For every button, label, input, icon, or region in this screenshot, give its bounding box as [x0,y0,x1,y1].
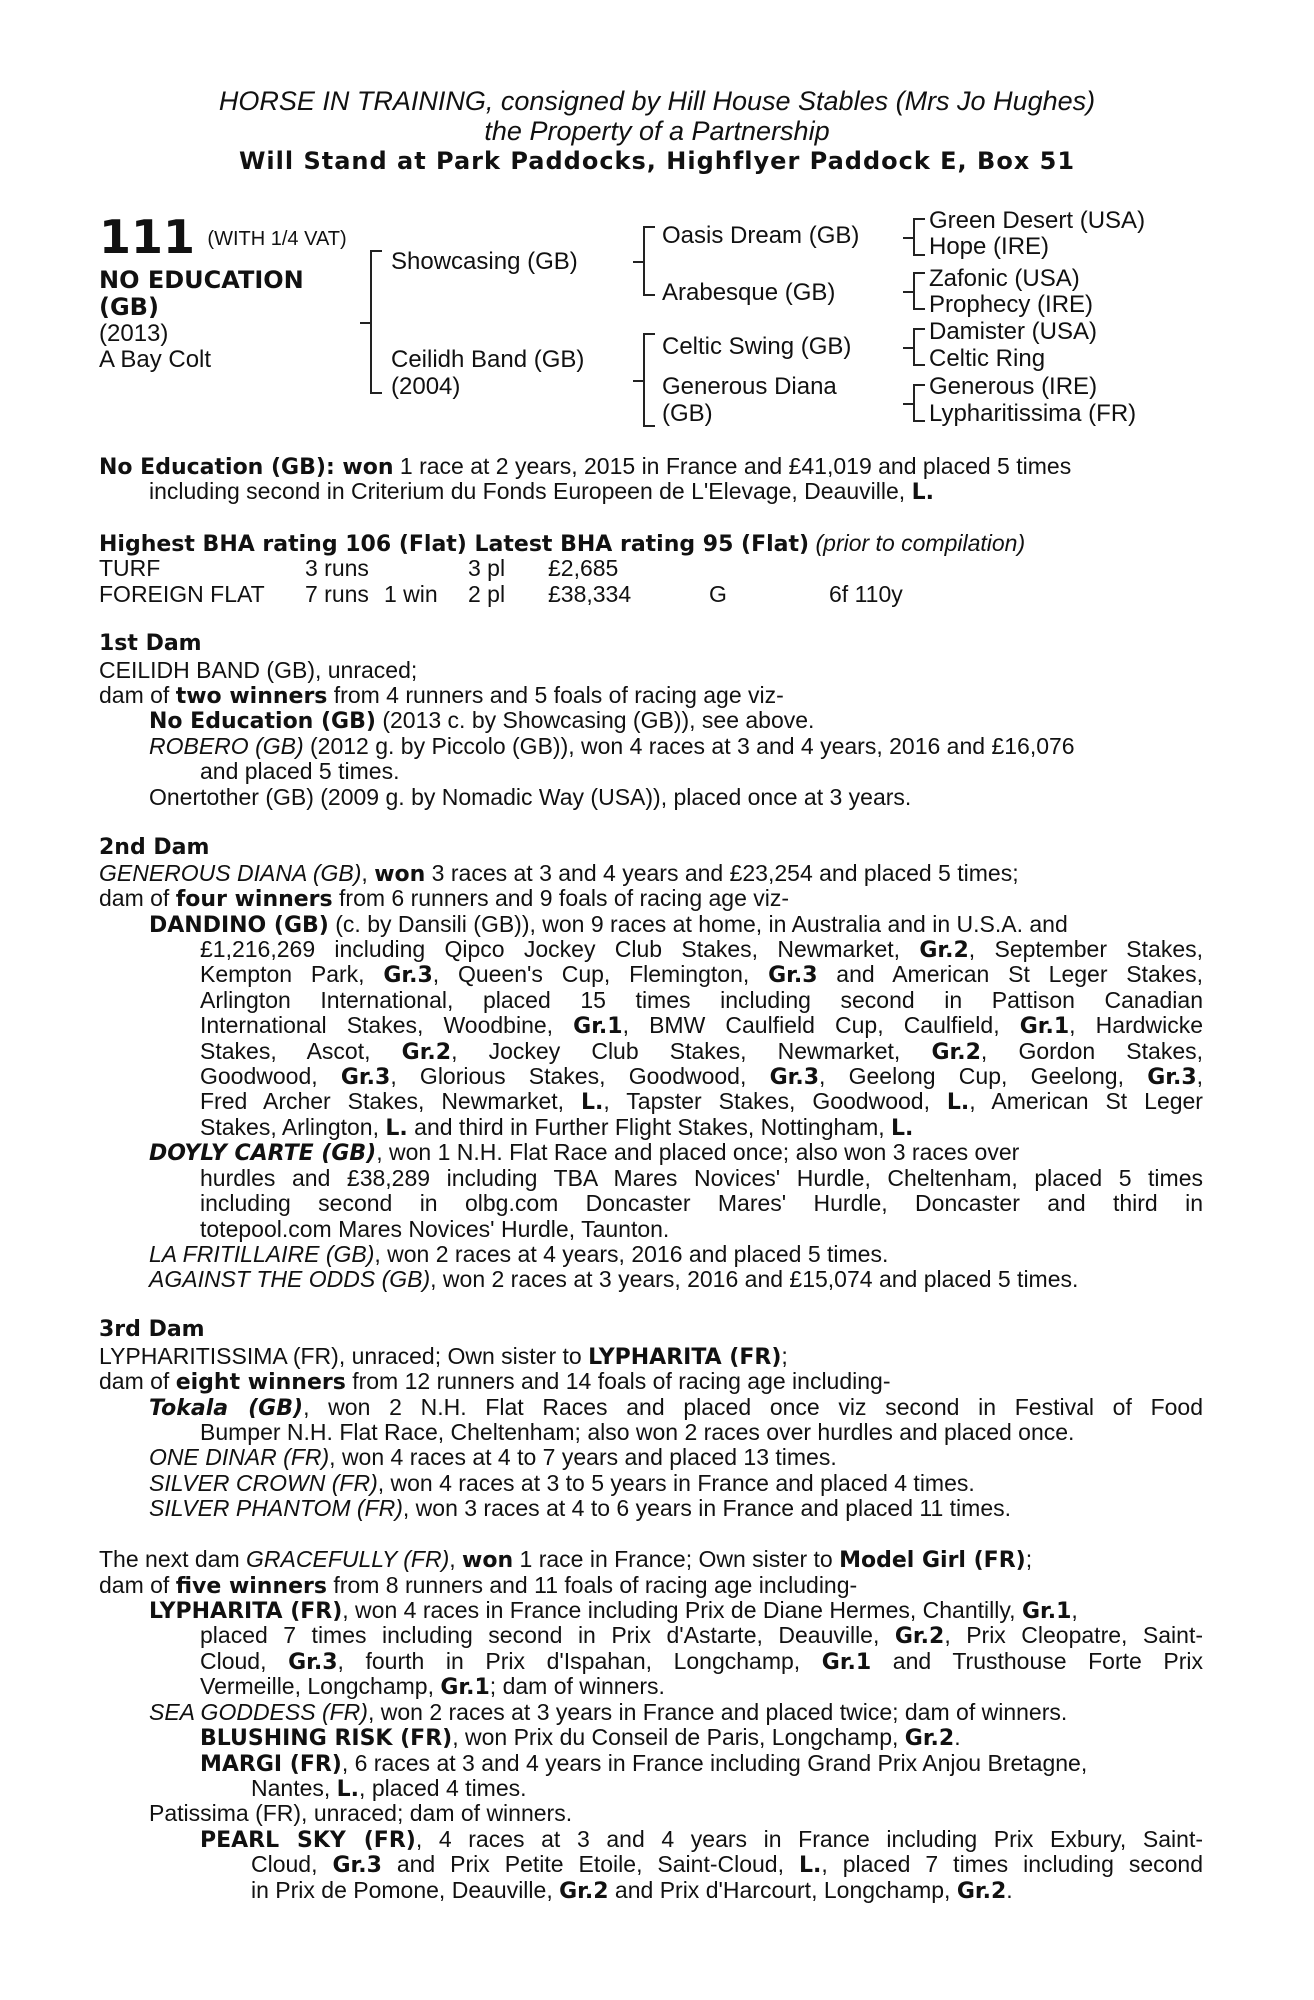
sire-sire: Oasis Dream (GB) [662,222,860,249]
next-dam-name: The next dam GRACEFULLY (FR), won 1 race in France; Own sister to Model Girl (FR); [99,1546,1033,1573]
record-row-turf: TURF 3 runs 3 pl £2,685 [99,555,619,581]
record-row-foreign-flat: FOREIGN FLAT 7 runs 1 win 2 pl £38,334 G 6f 110y [99,581,903,607]
sire-dam-sire: Zafonic (USA) [929,265,1080,292]
dam-brace [643,333,655,427]
ratings-note: (prior to compilation) [815,530,1026,556]
sire-dam: Arabesque (GB) [662,279,836,306]
dam-sire-sire: Damister (USA) [929,318,1098,345]
third-dam-produce: dam of eight winners from 12 runners and 14 foals of racing age including- [99,1368,891,1395]
sd-brace [913,272,925,310]
sire-brace [643,226,655,296]
third-dam-heading: 3rd Dam [99,1317,205,1342]
summary-line2: including second in Criterium du Fonds Europeen de L'Elevage, Deauville, L. [149,478,934,505]
dd-brace [913,384,925,422]
dam-dam: Generous Diana [662,373,837,400]
sire-sire-dam: Hope (IRE) [929,233,1050,260]
ss-brace [913,218,925,256]
one-dinar-line: ONE DINAR (FR), won 4 races at 4 to 7 years and placed 13 times. [149,1444,837,1470]
first-dam-foal-2: ROBERO (GB) (2012 g. by Piccolo (GB)), won 4 races at 3 and 4 years, 2016 and £16,076 [149,733,1075,759]
second-dam-produce: dam of four winners from 6 runners and 9 foals of racing age viz- [99,885,790,912]
silver-phantom-line: SILVER PHANTOM (FR), won 3 races at 4 to 6 years in France and placed 11 times. [149,1495,1012,1521]
margi-line1: MARGI (FR), 6 races at 3 and 4 years in France including Grand Prix Anjou Bretagne, [200,1750,1088,1777]
dam: Ceilidh Band (GB) [391,346,585,373]
la-fritillaire-line: LA FRITILLAIRE (GB), won 2 races at 4 years, 2016 and placed 5 times. [149,1241,889,1267]
ratings-line [99,530,1025,558]
summary-won: won [342,455,394,480]
pedigree-brace [370,250,382,394]
next-dam-produce: dam of five winners from 8 runners and 11 foals of racing age including- [99,1572,858,1599]
foaling-year: (2013) [99,320,169,347]
sire-dam-dam: Prophecy (IRE) [929,291,1094,318]
first-dam-heading: 1st Dam [99,631,202,656]
summary-horse-name: No Education (GB) [99,455,326,480]
dandino-line1: DANDINO (GB) (c. by Dansili (GB)), won 9 races at home, in Australia and in U.S.A. and [149,911,1068,938]
header-property: the Property of a Partnership [484,116,830,146]
summary-placings: including second in Criterium du Fonds Europeen de L'Elevage, Deauville, [149,478,912,504]
second-dam-name: GENEROUS DIANA (GB), won 3 races at 3 and 4 years and £23,254 and placed 5 times; [99,860,1019,887]
lypharita-line1: LYPHARITA (FR), won 4 races in France including Prix de Diane Hermes, Chantilly, Gr.1, [149,1597,1078,1624]
third-dam-name: LYPHARITISSIMA (FR), unraced; Own sister to LYPHARITA (FR); [99,1343,788,1370]
dam-year: (2004) [391,373,461,400]
lot-number: 111 [99,210,196,264]
bha-ratings: Highest BHA rating 106 (Flat) Latest BHA rating 95 (Flat) [99,532,810,557]
horse-name: NO EDUCATION [99,266,304,294]
lot-number-line [99,212,347,262]
vat-note: (WITH 1/4 VAT) [207,228,347,250]
catalogue-page: HORSE IN TRAINING, consigned by Hill House Stables (Mrs Jo Hughes) the Property of a Partnership Will Stand at Park Paddocks, Highflyer Paddock E, Box 51 111 (WITH 1/4 VAT) NO EDUCATION (GB) (2013) A Bay Colt Showcasing (GB) Ceilidh Band (GB) (2004) Oasis Dream (GB) Arabesque (GB) Celtic Swing (GB) Generous Diana (GB) Green Desert (USA) Hope (IRE) Zafonic (USA) Prophecy (IRE) Damister (USA) Celtic Ring Generous (IRE) Lypharitissima (FR) No Education (GB): won 1 race at 2 years, 2015 in France and £41,019 and placed 5 times including second in Criterium du Fonds Europeen de L'Elevage, Deauville, L. Highest BHA rating 106 (Flat) Latest BHA rating 95 (Flat) (prior to compilation) TURF 3 runs 3 pl £2,685 FOREIGN FLAT 7 runs 1 win 2 pl £38,334 G 6f 110y 1st Dam CEILIDH BAND (GB), unraced; dam of two winners from 4 runners and 5 foals of racing age viz- No Education (GB) (2013 c. by Showcasing (GB)), see above. ROBERO (GB) (2012 g. by Piccolo (GB)), won 4 races at 3 and 4 years, 2016 and £16,076 and placed 5 times. Onertother (GB) (2009 g. by Nomadic Way (USA)), placed once at 3 years. 2nd Dam GENEROUS DIANA (GB), won 3 races at 3 and 4 years and £23,254 and placed 5 times; dam of four winners from 6 runners and 9 foals of racing age viz- DANDINO (GB) (c. by Dansili (GB)), won 9 races at home, in Australia and in U.S.A. and £1,216,269 including Qipco Jockey Club Stakes, Newmarket, Gr.2, September Stakes, Kempton Park, Gr.3, Queen's Cup, Flemington, Gr.3 and American St Leger Stakes, Arlington International, placed 15 times including second in Pattison Canadian International Stakes, Woodbine, Gr.1, BMW Caulfield Cup, Caulfield, Gr.1, Hardwicke Stakes, Ascot, Gr.2, Jockey Club Stakes, Newmarket, Gr.2, Gordon Stakes, Goodwood, Gr.3, Glorious Stakes, Goodwood, Gr.3, Geelong Cup, Geelong, Gr.3, Fred Archer Stakes, Newmarket, L., Tapster Stakes, Goodwood, L., American St Leger Stakes, Arlington, L. and third in Further Flight Stakes, Nottingham, L. DOYLY CARTE (GB), won 1 N.H. Flat Race and placed once; also won 3 races over hurdles and £38,289 including TBA Mares Novices' Hurdle, Cheltenham, placed 5 times including second in olbg.com Doncaster Mares' Hurdle, Doncaster and third in totepool.com Mares Novices' Hurdle, Taunton. LA FRITILLAIRE (GB), won 2 races at 4 years, 2016 and placed 5 times. AGAINST THE ODDS (GB), won 2 races at 3 years, 2016 and £15,074 and placed 5 times. 3rd Dam LYPHARITISSIMA (FR), unraced; Own sister to LYPHARITA (FR); dam of eight winners from 12 runners and 14 foals of racing age including- Tokala (GB), won 2 N.H. Flat Races and placed once viz second in Festival of Food Bumper N.H. Flat Race, Cheltenham; also won 2 races over hurdles and placed once. ONE DINAR (FR), won 4 races at 4 to 7 years and placed 13 times. SILVER CROWN (FR), won 4 races at 3 to 5 years in France and placed 4 times. SILVER PHANTOM (FR), won 3 races at 4 to 6 years in France and placed 11 times. The next dam GRACEFULLY (FR), won 1 race in France; Own sister to Model Girl (FR); dam of five winners from 8 runners and 11 foals of racing age including- LYPHARITA (FR), won 4 races in France including Prix de Diane Hermes, Chantilly, Gr.1, placed 7 times including second in Prix d'Astarte, Deauville, Gr.2, Prix Cleopatre, Saint- Cloud, Gr.3, fourth in Prix d'Ispahan, Longchamp, Gr.1 and Trusthouse Forte Prix Vermeille, Longchamp, Gr.1; dam of winners. SEA GODDESS (FR), won 2 races at 3 years in France and placed twice; dam of winners. BLUSHING RISK (FR), won Prix du Conseil de Paris, Longchamp, Gr.2. MARGI (FR), 6 races at 3 and 4 years in France including Grand Prix Anjou Bretagne, Nantes, L., placed 4 times. Patissima (FR), unraced; dam of winners. PEARL SKY (FR), 4 races at 3 and 4 years in France including Prix Exbury, Saint- Cloud, Gr.3 and Prix Petite Etoile, Saint-Cloud, L., placed 7 times including second in Prix de Pomone, Deauville, Gr.2 and Prix d'Harcourt, Longchamp, Gr.2. [0,0,1314,2000]
dam-dam-dam: Lypharitissima (FR) [929,400,1137,427]
dam-dam-sire: Generous (IRE) [929,373,1098,400]
second-dam-heading: 2nd Dam [99,835,210,860]
dam-dam-country: (GB) [662,400,713,427]
sea-goddess-line: SEA GODDESS (FR), won 2 races at 3 years in France and placed twice; dam of winners. [149,1699,1068,1725]
tokala-line1: Tokala (GB), won 2 N.H. Flat Races and placed once viz second in Festival of Food [149,1394,1204,1421]
sire: Showcasing (GB) [391,248,578,275]
horse-description: A Bay Colt [99,346,212,373]
header-location: Will Stand at Park Paddocks, Highflyer Paddock E, Box 51 [238,147,1076,175]
summary-line1: No Education (GB): won 1 race at 2 years, 2015 in France and £41,019 and placed 5 times [99,453,1072,480]
ds-brace [913,328,925,366]
sire-sire-sire: Green Desert (USA) [929,207,1146,234]
first-dam-foal-1: No Education (GB) (2013 c. by Showcasing (GB)), see above. [149,707,815,734]
pearl-sky-line1: PEARL SKY (FR), 4 races at 3 and 4 years in France including Prix Exbury, Saint- [200,1826,1204,1853]
dam-sire: Celtic Swing (GB) [662,333,852,360]
summary-record: 1 race at 2 years, 2015 in France and £41,019 and placed 5 times [393,453,1072,479]
patissima-line: Patissima (FR), unraced; dam of winners. [149,1800,573,1826]
doyly-carte-line1: DOYLY CARTE (GB), won 1 N.H. Flat Race and placed once; also won 3 races over [149,1139,1020,1166]
first-dam-foal-3: Onertother (GB) (2009 g. by Nomadic Way (USA)), placed once at 3 years. [149,784,912,810]
first-dam-name: CEILIDH BAND (GB), unraced; [99,657,418,683]
blushing-risk-line: BLUSHING RISK (FR), won Prix du Conseil de Paris, Longchamp, Gr.2. [200,1724,961,1751]
dam-sire-dam: Celtic Ring [929,345,1046,372]
silver-crown-line: SILVER CROWN (FR), won 4 races at 3 to 5 years in France and placed 4 times. [149,1470,975,1496]
header-consignor: HORSE IN TRAINING, consigned by Hill House Stables (Mrs Jo Hughes) [218,86,1096,116]
horse-country: (GB) [99,293,159,321]
against-the-odds-line: AGAINST THE ODDS (GB), won 2 races at 3 years, 2016 and £15,074 and placed 5 times. [149,1266,1079,1292]
first-dam-produce: dam of two winners from 4 runners and 5 foals of racing age viz- [99,682,784,709]
